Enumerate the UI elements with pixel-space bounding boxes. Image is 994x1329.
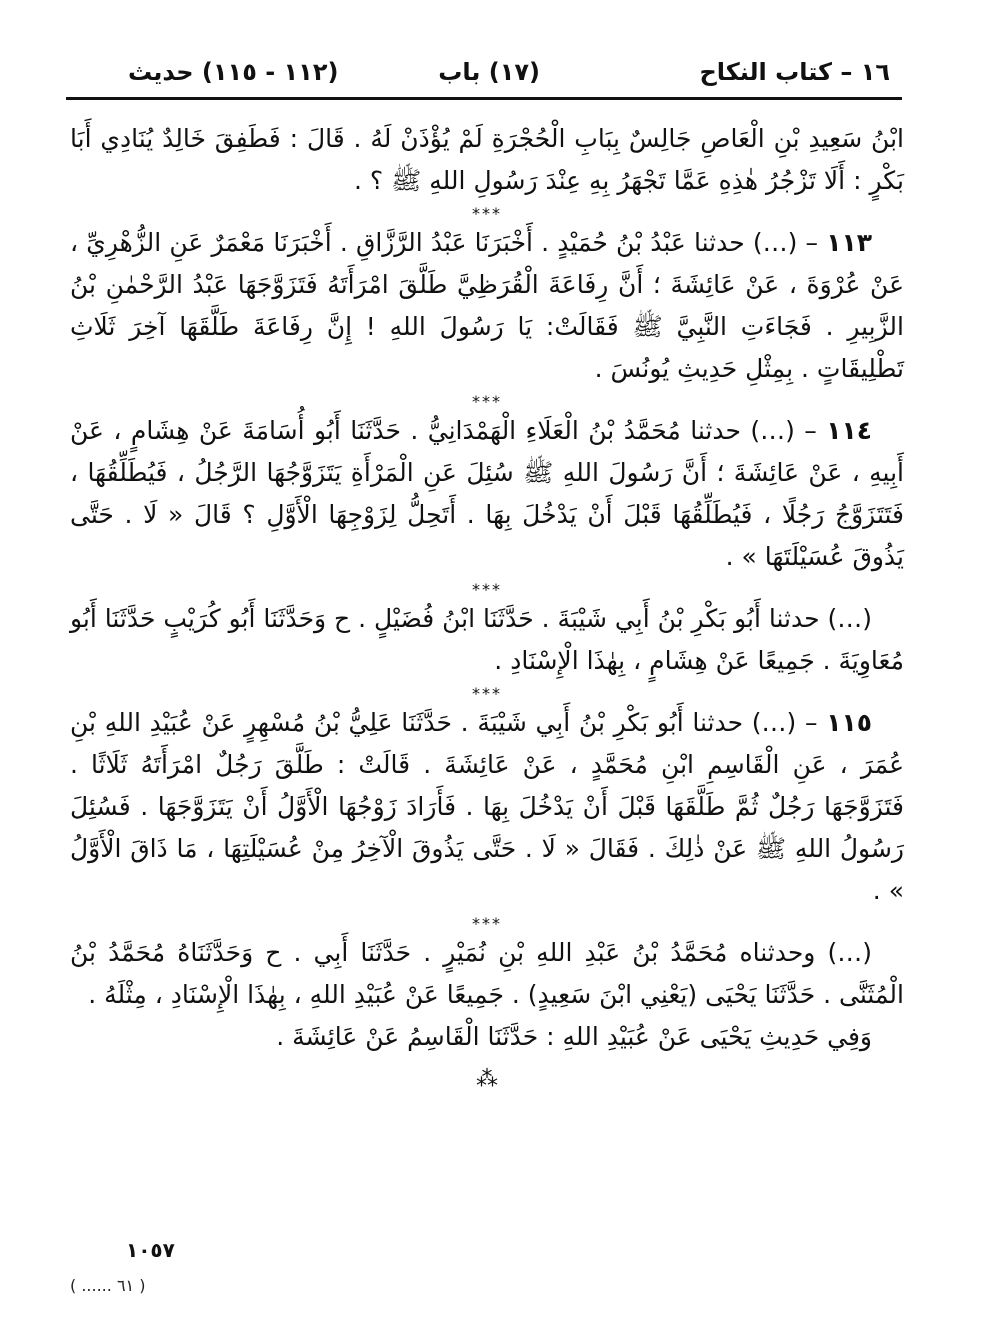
paragraph-text: (…) حدثنا أَبُو بَكْرِ بْنُ أَبِي شَيْبَةَ . حَدَّثَنَا ابْنُ فُضَيْلٍ . ح وَحَدَّثَنَا أَبُو كُرَيْبٍ حَدَّثَنَا أَبُو مُعَاوِيَةَ . جَمِيعًا عَنْ هِشَامٍ ، بِهٰذَا الْإِسْنَادِ . — [70, 604, 904, 675]
header-divider — [66, 97, 902, 100]
footer-reference: ( ٦١ ...... ) — [70, 1276, 146, 1295]
section-separator: *** — [472, 204, 502, 223]
page-header — [68, 54, 900, 94]
header-chapter: (١٧) باب — [438, 58, 540, 86]
page-body — [70, 118, 904, 1092]
hadith-115-note — [70, 1016, 904, 1058]
hadith-number: ١١٥ — [826, 708, 872, 737]
section-separator: *** — [472, 914, 502, 933]
header-hadith-range: (١١٢ - ١١٥) حديث — [128, 58, 339, 86]
section-separator: *** — [472, 684, 502, 703]
paragraph-text: – (…) حدثنا عَبْدُ بْنُ حُمَيْدٍ . أَخْبَرَنَا عَبْدُ الرَّزَّاقِ . أَخْبَرَنَا مَعْمَرٌ عَنِ الزُّهْرِيِّ ، عَنْ عُرْوَةَ ، عَنْ عَائِشَةَ ؛ أَنَّ رِفَاعَةَ الْقُرَظِيَّ طَلَّقَ امْرَأَتَهُ فَتَزَوَّجَهَا عَبْدُ الرَّحْمٰنِ بْنُ الزَّبِيرِ . فَجَاءَتِ النَّبِيَّ ﷺ فَقَالَتْ: يَا رَسُولَ اللهِ ! إِنَّ رِفَاعَةَ طَلَّقَهَا آخِرَ ثَلَاثِ تَطْلِيقَاتٍ . بِمِثْلِ حَدِيثِ يُونُسَ . — [70, 228, 904, 383]
hadith-number: ١١٤ — [826, 416, 872, 445]
hadith-115 — [70, 702, 904, 912]
end-ornament: ⁂ — [476, 1067, 498, 1092]
page-number: ١٠٥٧ — [126, 1238, 175, 1262]
paragraph-text: وَفِي حَدِيثِ يَحْيَى عَنْ عُبَيْدِ اللهِ : حَدَّثَنَا الْقَاسِمُ عَنْ عَائِشَةَ . — [276, 1022, 872, 1051]
hadith-113 — [70, 222, 904, 390]
hadith-115-chain — [70, 932, 904, 1016]
hadith-number: ١١٣ — [826, 228, 872, 257]
header-book-title: ١٦ – كتاب النكاح — [699, 58, 890, 86]
paragraph-continuation — [70, 118, 904, 202]
section-separator: *** — [472, 392, 502, 411]
paragraph-text: – (…) حدثنا أَبُو بَكْرِ بْنُ أَبِي شَيْبَةَ . حَدَّثَنَا عَلِيُّ بْنُ مُسْهِرٍ عَنْ عُبَيْدِ اللهِ بْنِ عُمَرَ ، عَنِ الْقَاسِمِ ابْنِ مُحَمَّدٍ ، عَنْ عَائِشَةَ . قَالَتْ : طَلَّقَ رَجُلٌ امْرَأَتَهُ ثَلَاثًا . فَتَزَوَّجَهَا رَجُلٌ ثُمَّ طَلَّقَهَا قَبْلَ أَنْ يَدْخُلَ بِهَا . فَأَرَادَ زَوْجُهَا الْأَوَّلُ أَنْ يَتَزَوَّجَهَا . فَسُئِلَ رَسُولُ اللهِ ﷺ عَنْ ذٰلِكَ . فَقَالَ « لَا . حَتَّى يَذُوقَ الْآخِرُ مِنْ عُسَيْلَتِهَا ، مَا ذَاقَ الْأَوَّلُ » . — [70, 708, 904, 905]
hadith-114-chain — [70, 598, 904, 682]
paragraph-text: (…) وحدثناه مُحَمَّدُ بْنُ عَبْدِ اللهِ بْنِ نُمَيْرٍ . حَدَّثَنَا أَبِي . ح وَحَدَّثَنَاهُ مُحَمَّدُ بْنُ الْمُثَنَّى . حَدَّثَنَا يَحْيَى (يَعْنِي ابْنَ سَعِيدٍ) . جَمِيعًا عَنْ عُبَيْدِ اللهِ ، بِهٰذَا الْإِسْنَادِ ، مِثْلَهُ . — [70, 938, 904, 1009]
paragraph-text: – (…) حدثنا مُحَمَّدُ بْنُ الْعَلَاءِ الْهَمْدَانِيُّ . حَدَّثَنَا أَبُو أُسَامَةَ عَنْ هِشَامٍ ، عَنْ أَبِيهِ ، عَنْ عَائِشَةَ ؛ أَنَّ رَسُولَ اللهِ ﷺ سُئِلَ عَنِ الْمَرْأَةِ يَتَزَوَّجُهَا الرَّجُلُ ، فَيُطَلِّقُهَا ، فَتَتَزَوَّجُ رَجُلًا ، فَيُطَلِّقُهَا قَبْلَ أَنْ يَدْخُلَ بِهَا . أَتَحِلُّ لِزَوْجِهَا الْأَوَّلِ ؟ قَالَ « لَا . حَتَّى يَذُوقَ عُسَيْلَتَهَا » . — [70, 416, 904, 571]
section-separator: *** — [472, 580, 502, 599]
paragraph-text: ابْنُ سَعِيدِ بْنِ الْعَاصِ جَالِسٌ بِبَابِ الْحُجْرَةِ لَمْ يُؤْذَنْ لَهُ . قَالَ : فَطَفِقَ خَالِدٌ يُنَادِي أَبَا بَكْرٍ : أَلَا تَزْجُرُ هٰذِهِ عَمَّا تَجْهَرُ بِهِ عِنْدَ رَسُولِ اللهِ ﷺ ؟ . — [70, 124, 904, 195]
hadith-114 — [70, 410, 904, 578]
